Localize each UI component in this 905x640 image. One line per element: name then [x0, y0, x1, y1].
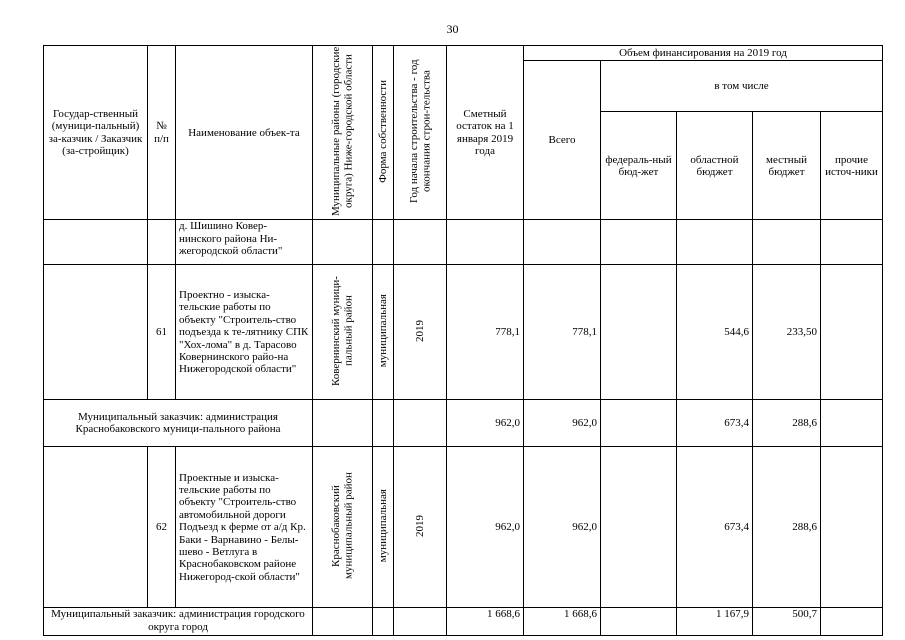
object-name-cell: Проектно - изыска-тельские работы по объекту "Строитель-ство подъезда к те-лятнику СПК "Хох-лома" в д. Тарасово Ковернинского райо-на Нижегородской области"	[176, 265, 313, 400]
page-number: 30	[446, 22, 459, 36]
total-cell: 778,1	[524, 265, 601, 400]
local-cell: 500,7	[753, 608, 821, 636]
row-number: 62	[148, 447, 176, 608]
total-cell: 962,0	[524, 447, 601, 608]
header-total: Всего	[524, 61, 601, 220]
estimate-cell: 778,1	[447, 265, 524, 400]
header-customer: Государ-ственный (муници-пальный) за-казчик / Заказчик (за-стройщик)	[44, 46, 148, 220]
header-regional: областной бюджет	[677, 112, 753, 220]
row-number: 61	[148, 265, 176, 400]
header-years: Год начала строительства - год окончания строи-тельства	[407, 59, 432, 203]
table-row	[44, 220, 883, 265]
estimate-cell: 962,0	[447, 400, 524, 447]
header-other: прочие источ-ники	[821, 112, 883, 220]
object-name-cell: Проектные и изыска-тельские работы по объекту "Строитель-ство автомобильной дороги Подъезд к ферме от а/д Кр. Баки - Варнавино - Белы-шево - Ветлуга в Краснобаковском районе Нижегород-ской области"	[176, 447, 313, 608]
header-including: в том числе	[601, 61, 883, 112]
table-row	[44, 400, 883, 447]
year-cell: 2019	[413, 319, 426, 342]
header-financing: Объем финансирования на 2019 год	[524, 46, 883, 61]
customer-cell: Муниципальный заказчик: администрация городского округа город	[44, 608, 313, 636]
total-cell: 1 668,6	[524, 608, 601, 636]
table-row	[44, 265, 883, 400]
table-row	[44, 608, 883, 636]
regional-cell: 673,4	[677, 400, 753, 447]
regional-cell: 544,6	[677, 265, 753, 400]
regional-cell: 673,4	[677, 447, 753, 608]
ownership-cell: муниципальная	[376, 489, 389, 563]
total-cell: 962,0	[524, 400, 601, 447]
estimate-cell: 962,0	[447, 447, 524, 608]
header-districts: Муниципальные районы (городские округа) Ниже-городской области	[330, 46, 355, 216]
ownership-cell: муниципальная	[376, 294, 389, 368]
estimate-cell: 1 668,6	[447, 608, 524, 636]
object-name-cell: д. Шишино Ковер-нинского района Ни-жегородской области"	[176, 220, 313, 265]
year-cell: 2019	[413, 514, 426, 537]
financing-table	[43, 45, 883, 636]
local-cell: 288,6	[753, 447, 821, 608]
local-cell: 288,6	[753, 400, 821, 447]
regional-cell: 1 167,9	[677, 608, 753, 636]
header-estimate: Сметный остаток на 1 января 2019 года	[447, 46, 524, 220]
district-cell: Ковернинский муници-пальный район	[330, 275, 355, 386]
district-cell: Краснобаковский муниципальный район	[330, 472, 355, 580]
header-local: местный бюджет	[753, 112, 821, 220]
customer-cell: Муниципальный заказчик: администрация Краснобаковского муници-пального района	[44, 400, 313, 447]
local-cell: 233,50	[753, 265, 821, 400]
header-ownership: Форма собственности	[376, 79, 389, 183]
table-row	[44, 447, 883, 608]
header-object-name: Наименование объек-та	[176, 46, 313, 220]
header-number: № п/п	[148, 46, 176, 220]
header-federal: федераль-ный бюд-жет	[601, 112, 677, 220]
